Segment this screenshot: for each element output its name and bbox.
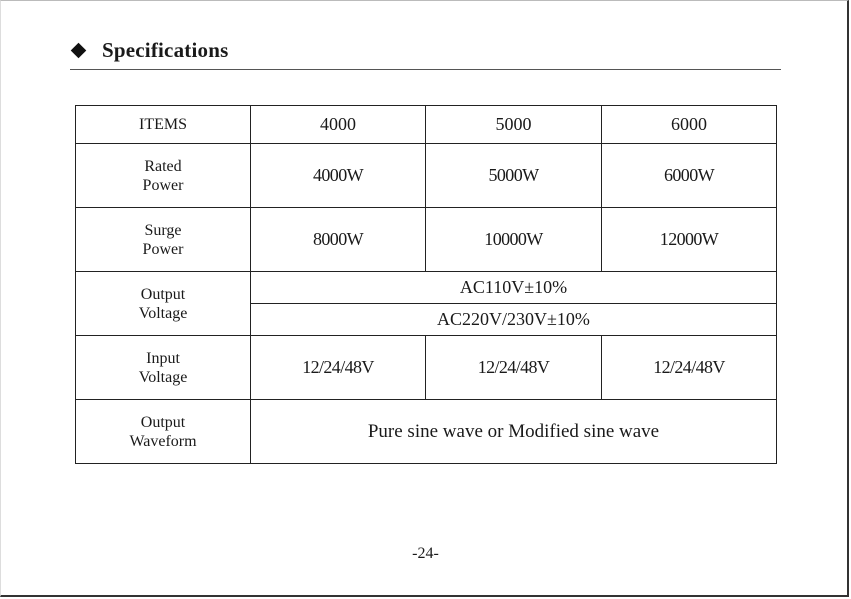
row-label-line: Waveform — [129, 432, 197, 450]
row-label-line: Input — [146, 349, 180, 367]
row-label-rated-power — [76, 144, 251, 208]
diamond-bullet-icon — [71, 43, 87, 59]
output-waveform-cell: Pure sine wave or Modified sine wave — [251, 400, 777, 464]
row-label-line: Power — [142, 240, 184, 258]
input-voltage-row — [76, 336, 777, 400]
row-label-output-voltage — [76, 272, 251, 336]
rated-power-row — [76, 144, 777, 208]
heading-underline — [70, 69, 781, 70]
rated-power-cell: 4000W — [251, 144, 426, 208]
specifications-table — [75, 105, 777, 464]
row-label-output-waveform — [76, 400, 251, 464]
surge-power-cell: 12000W — [602, 208, 777, 272]
header-model-cell: 5000 — [426, 106, 602, 144]
surge-power-cell: 10000W — [426, 208, 602, 272]
row-label-line: Voltage — [138, 304, 188, 322]
header-model-cell: 4000 — [251, 106, 426, 144]
surge-power-row — [76, 208, 777, 272]
row-label-line: Power — [142, 176, 184, 194]
row-label-line: Output — [140, 285, 186, 303]
row-label-line: Output — [140, 413, 186, 431]
row-label-line: Surge — [144, 221, 182, 239]
header-model-cell: 6000 — [602, 106, 777, 144]
section-title: Specifications — [102, 38, 229, 62]
input-voltage-cell: 12/24/48V — [602, 336, 777, 400]
table-header-row — [76, 106, 777, 144]
surge-power-cell: 8000W — [251, 208, 426, 272]
row-label-surge-power — [76, 208, 251, 272]
row-label-line: Voltage — [138, 368, 188, 386]
output-voltage-110v-cell: AC110V±10% — [251, 272, 777, 304]
output-waveform-row — [76, 400, 777, 464]
section-heading — [70, 38, 228, 63]
output-voltage-row — [76, 272, 777, 304]
page-number: -24- — [412, 545, 439, 562]
row-label-input-voltage — [76, 336, 251, 400]
input-voltage-cell: 12/24/48V — [251, 336, 426, 400]
input-voltage-cell: 12/24/48V — [426, 336, 602, 400]
output-voltage-220v-cell: AC220V/230V±10% — [251, 304, 777, 336]
header-items-cell: ITEMS — [76, 106, 251, 144]
rated-power-cell: 5000W — [426, 144, 602, 208]
rated-power-cell: 6000W — [602, 144, 777, 208]
row-label-line: Rated — [144, 157, 182, 175]
